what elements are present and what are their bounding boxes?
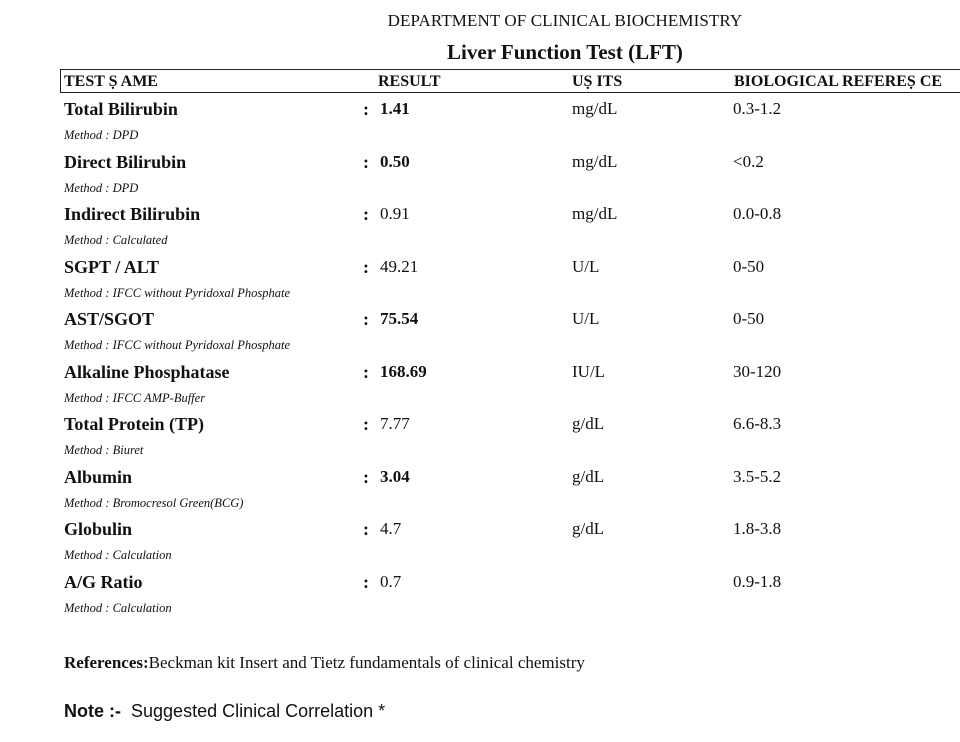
result-separator: :: [363, 204, 369, 224]
test-result: 7.77: [380, 414, 410, 433]
test-method: Method : Calculated: [64, 233, 168, 247]
table-row: [0, 309, 960, 361]
test-units: mg/dL: [572, 151, 618, 171]
test-reference-range: 0-50: [733, 256, 765, 276]
table-row: [0, 414, 960, 466]
test-method: Method : IFCC without Pyridoxal Phosphate: [64, 285, 291, 300]
test-reference-range: 3.5-5.2: [733, 466, 782, 486]
test-name: Albumin: [64, 466, 133, 487]
result-separator: :: [363, 571, 369, 592]
column-header-units: UṢ ITS: [572, 73, 623, 90]
test-reference-range: 0.0-0.8: [733, 204, 782, 223]
table-row: [0, 152, 960, 204]
test-reference-range: 0-50: [733, 309, 765, 328]
result-separator: :: [363, 414, 369, 434]
test-units: IU/L: [572, 361, 606, 381]
test-result: 3.04: [380, 466, 410, 486]
test-reference-range: 30-120: [733, 361, 782, 381]
result-separator: :: [363, 309, 369, 329]
table-header: [60, 69, 960, 93]
result-separator: :: [363, 151, 369, 172]
test-reference-range: 0.3-1.2: [733, 99, 782, 118]
test-method: Method : Biuret: [64, 443, 144, 457]
test-name: SGPT / ALT: [64, 256, 160, 277]
test-name: Globulin: [64, 519, 133, 539]
table-row: [0, 257, 960, 309]
test-result: 168.69: [380, 361, 427, 381]
references-label: References:: [64, 653, 149, 672]
test-result: 0.50: [380, 151, 410, 171]
test-result: 0.7: [380, 571, 402, 591]
test-name: A/G Ratio: [64, 571, 143, 592]
test-result: 75.54: [380, 309, 419, 328]
result-separator: :: [363, 256, 369, 277]
table-row: [0, 362, 960, 414]
test-units: mg/dL: [572, 99, 618, 118]
test-method: Method : Calculation: [64, 600, 172, 615]
column-header-test-name: TEST Ṣ AME: [64, 73, 158, 90]
note-line: [64, 701, 385, 722]
test-method: Method : Calculation: [64, 548, 172, 562]
test-name: Indirect Bilirubin: [64, 204, 201, 224]
test-units: U/L: [572, 256, 600, 276]
test-result: 1.41: [380, 99, 410, 118]
test-name: AST/SGOT: [64, 309, 155, 329]
references-text: Beckman kit Insert and Tietz fundamentals of clinical chemistry: [148, 653, 585, 672]
table-row: [0, 467, 960, 519]
test-name: Alkaline Phosphatase: [64, 361, 230, 382]
test-method: Method : DPD: [64, 128, 139, 142]
note-text: Suggested Clinical Correlation *: [131, 701, 386, 721]
test-result: 0.91: [380, 204, 410, 223]
column-header-result: RESULT: [378, 73, 441, 90]
test-name: Total Bilirubin: [64, 99, 178, 119]
report-title: Liver Function Test (LFT): [447, 40, 683, 64]
table-row: [0, 572, 960, 624]
test-result: 49.21: [380, 256, 419, 276]
table-row: [0, 519, 960, 571]
test-name: Total Protein (TP): [64, 414, 204, 434]
test-units: g/dL: [572, 519, 605, 538]
test-method: Method : IFCC without Pyridoxal Phosphate: [64, 338, 291, 352]
references-line: [64, 653, 585, 673]
table-row: [0, 99, 960, 151]
test-method: Method : Bromocresol Green(BCG): [64, 495, 244, 510]
column-header-reference: BIOLOGICAL REFEREṢ CE: [734, 73, 943, 90]
test-units: g/dL: [572, 466, 605, 486]
result-separator: :: [363, 99, 369, 119]
test-name: Direct Bilirubin: [64, 151, 187, 172]
test-units: mg/dL: [572, 204, 618, 223]
note-label: Note :-: [64, 701, 121, 721]
test-method: Method : IFCC AMP-Buffer: [64, 390, 206, 405]
result-separator: :: [363, 361, 369, 382]
test-method: Method : DPD: [64, 180, 139, 195]
result-separator: :: [363, 466, 369, 487]
table-row: [0, 204, 960, 256]
test-result: 4.7: [380, 519, 402, 538]
department-title: DEPARTMENT OF CLINICAL BIOCHEMISTRY: [387, 11, 743, 30]
result-separator: :: [363, 519, 369, 539]
test-reference-range: 1.8-3.8: [733, 519, 782, 538]
test-reference-range: 6.6-8.3: [733, 414, 782, 433]
test-units: U/L: [572, 309, 600, 328]
test-units: g/dL: [572, 414, 605, 433]
test-reference-range: 0.9-1.8: [733, 571, 782, 591]
test-reference-range: <0.2: [733, 151, 764, 171]
